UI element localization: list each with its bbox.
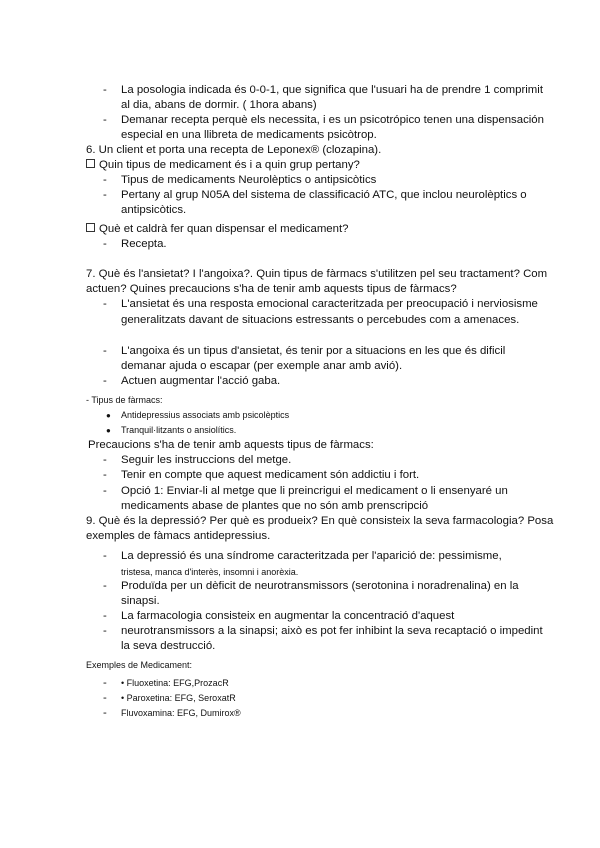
list-item-line: Tenir en compte que aquest medicament són addictiu i fort.: [121, 469, 420, 481]
dash-marker: -: [103, 375, 107, 387]
list-item-line: Pertany al grup N05A del sistema de classificació ATC, que inclou neurolèptics o: [121, 189, 527, 201]
dash-marker: -: [103, 298, 107, 310]
list-item-line: Opció 1: Enviar-li al metge que li preincrigui el medicament o li ensenyaré un: [121, 485, 508, 497]
list-item-line: al dia, abans de dormir. ( 1hora abans): [121, 99, 317, 111]
list-item-line: La depressió és una síndrome caracteritzada per l'aparició de: pessimisme,: [121, 550, 502, 562]
subquestion-6b-row: [86, 222, 348, 237]
dash-marker: -: [103, 114, 107, 126]
list-item-line: Demanar recepta perquè els necessita, i es un psicotrópico tenen una dispensación: [121, 114, 544, 126]
question-9-line: exemples de fàmacs antidepressius.: [86, 530, 271, 542]
dash-marker: -: [103, 174, 107, 186]
subquestion-6a-row: [86, 158, 360, 173]
example-item: • Fluoxetina: EFG,ProzacR: [121, 678, 229, 688]
list-item-line: L'angoixa és un tipus d'ansietat, és tenir por a situacions en les que és dificil: [121, 345, 506, 357]
dash-marker: -: [103, 485, 107, 497]
list-item-line: La farmacologia consisteix en augmentar la concentració d'aquest: [121, 610, 455, 622]
list-item-line: especial en una llibreta de medicaments psicòtrop.: [121, 129, 377, 141]
list-item-line: la seva destrucció.: [121, 640, 216, 652]
list-item-line: Recepta.: [121, 238, 167, 250]
checkbox-icon: [86, 159, 95, 168]
dash-marker: -: [103, 550, 107, 562]
list-item-line: Produïda per un dèficit de neurotransmissors (serotonina i noradrenalina) en la: [121, 580, 519, 592]
list-item-line: tristesa, manca d'interès, insomni i anorèxia.: [121, 567, 299, 577]
dash-marker: -: [103, 625, 107, 637]
list-item-line: demanar ajuda o escapar (per exemple anar amb avió).: [121, 360, 403, 372]
question-7-line: 7. Què és l'ansietat? I l'angoixa?. Quin tipus de fàrmacs s'utilitzen pel seu tractament? Com: [86, 268, 548, 280]
precaucions-heading: Precaucions s'ha de tenir amb aquests tipus de fàrmacs:: [88, 439, 374, 451]
list-item-line: antipsicòtics.: [121, 204, 187, 216]
dash-marker: -: [103, 469, 107, 481]
list-item-line: Tipus de medicaments Neurolèptics o antipsicòtics: [121, 174, 377, 186]
exemples-heading: Exemples de Medicament:: [86, 660, 193, 670]
dash-marker: -: [103, 345, 107, 357]
dash-marker: -: [103, 692, 107, 704]
list-item-line: sinapsi.: [121, 595, 160, 607]
list-item-line: La posologia indicada és 0-0-1, que significa que l'usuari ha de prendre 1 comprimit: [121, 84, 543, 96]
dash-marker: -: [103, 707, 107, 719]
bullet-icon: ●: [106, 426, 111, 435]
dash-marker: -: [103, 580, 107, 592]
dash-marker: -: [103, 610, 107, 622]
list-item-line: medicaments abase de plantes que no són amb prenscripció: [121, 500, 429, 512]
question-7-line: actuen? Quines precaucions s'ha de tenir amb aquests tipus de fàrmacs?: [86, 283, 457, 295]
tipus-heading: - Tipus de fàrmacs:: [86, 395, 163, 405]
subquestion-6b: Què et caldrà fer quan dispensar el medicament?: [99, 223, 349, 235]
dash-marker: -: [103, 454, 107, 466]
tipus-item: Tranquil·litzants o ansiolítics.: [121, 425, 237, 435]
example-item: • Paroxetina: EFG, SeroxatR: [121, 693, 236, 703]
bullet-icon: ●: [106, 411, 111, 420]
list-item-line: Seguir les instruccions del metge.: [121, 454, 292, 466]
question-9-line: 9. Què és la depressió? Per què es produeix? En què consisteix la seva farmacologia? Posa: [86, 515, 554, 527]
list-item-line: L'ansietat és una resposta emocional caracteritzada per preocupació i nerviosisme: [121, 298, 538, 310]
example-item: Fluvoxamina: EFG, Dumirox®: [121, 708, 241, 718]
list-item-line: generalitzats davant de situacions estressants o percebudes com a amenaces.: [121, 314, 520, 326]
list-item-line: Actuen augmentar l'acció gaba.: [121, 375, 281, 387]
dash-marker: -: [103, 238, 107, 250]
subquestion-6a: Quin tipus de medicament és i a quin grup pertany?: [99, 159, 360, 171]
list-item-line: neurotransmissors a la sinapsi; això es pot fer inhibint la seva recaptació o impedint: [121, 625, 543, 637]
dash-marker: -: [103, 677, 107, 689]
dash-marker: -: [103, 189, 107, 201]
dash-marker: -: [103, 84, 107, 96]
question-6: 6. Un client et porta una recepta de Leponex® (clozapina).: [86, 144, 382, 156]
checkbox-icon: [86, 223, 95, 232]
tipus-item: Antidepressius associats amb psicolèptics: [121, 410, 290, 420]
